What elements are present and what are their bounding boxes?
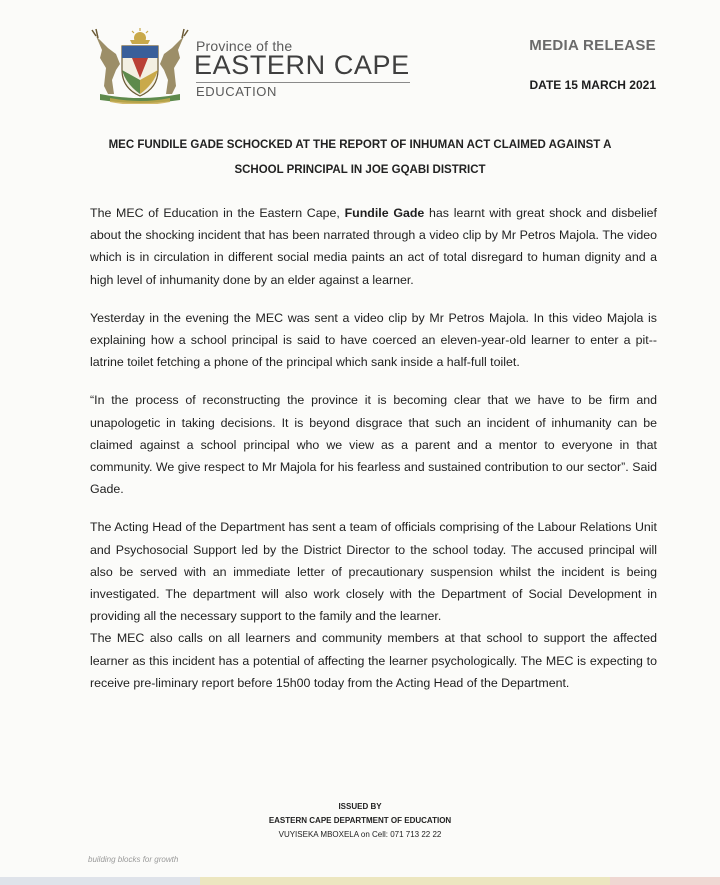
- issued-by-label: ISSUED BY: [338, 802, 382, 811]
- footer-strip-blue: [0, 877, 200, 885]
- paragraph-4: The Acting Head of the Department has sent a team of officials comprising of the Labour Relations Unit and Psychosocial Support led by the District Director to the school today. The accused principal will also be served with an immediate letter of precautionary suspension whilst the incident is being investigated. The department will also work closely with the Department of Social Development in providing all the necessary support to the family and the learner.: [90, 520, 657, 624]
- org-department: EDUCATION: [196, 84, 277, 99]
- release-date: DATE 15 MARCH 2021: [529, 78, 656, 92]
- release-body: [90, 202, 657, 694]
- footer-strip-red: [610, 877, 720, 885]
- org-prefix: Province of the: [196, 38, 293, 54]
- org-name: EASTERN CAPE: [194, 50, 410, 80]
- issuing-department: EASTERN CAPE DEPARTMENT OF EDUCATION: [268, 816, 452, 825]
- mec-name: Fundile Gade: [344, 206, 425, 220]
- letterhead: [0, 0, 720, 115]
- paragraph-3-quote: “In the process of reconstructing the province it is becoming clear that we have to be firm and unapologetic in taking decisions. It is beyond disgrace that such an incident of inhumanity can be claimed against a school principal who we view as a parent and a mentor to everyone in that community. We give respect to Mr Majola for his fearless and sustained contribution to our sector”. Said Gade.: [90, 393, 657, 497]
- issued-by-block: [240, 800, 480, 842]
- paragraph-1-rest: has learnt with great shock and disbelief about the shocking incident that has been narrated through a video clip by Mr Petros Majola. The video which is in circulation in different social media paints an act of total disregard to human dignity and a high level of inhumanity done by an elder against a learner.: [90, 206, 657, 287]
- headline-line-2: SCHOOL PRINCIPAL IN JOE GQABI DISTRICT: [234, 164, 486, 176]
- headline: [60, 133, 660, 183]
- footer-tagline: building blocks for growth: [88, 855, 179, 864]
- coat-of-arms-icon: [86, 28, 194, 104]
- paragraph-1: [90, 202, 657, 291]
- footer-color-strip: [0, 877, 720, 885]
- contact-line: VUYISEKA MBOXELA on Cell: 071 713 22 22: [278, 830, 442, 839]
- media-release-label: MEDIA RELEASE: [529, 37, 656, 54]
- org-divider: [196, 82, 410, 83]
- paragraph-5: The MEC also calls on all learners and community members at that school to support the affected learner as this incident has a potential of affecting the learner psychologically. The MEC is expecting to receive pre-liminary report before 15h00 today from the Acting Head of the Department.: [90, 631, 657, 690]
- headline-line-1: MEC FUNDILE GADE SCHOCKED AT THE REPORT OF INHUMAN ACT CLAIMED AGAINST A: [108, 139, 612, 151]
- paragraph-2: Yesterday in the evening the MEC was sent a video clip by Mr Petros Majola. In this video Majola is explaining how a school principal is said to have coerced an eleven-year-old learner to enter a pit--latrine toilet fetching a phone of the principal which sank inside a half-full toilet.: [90, 310, 657, 370]
- paragraph-1-intro: The MEC of Education in the Eastern Cape,: [90, 206, 345, 220]
